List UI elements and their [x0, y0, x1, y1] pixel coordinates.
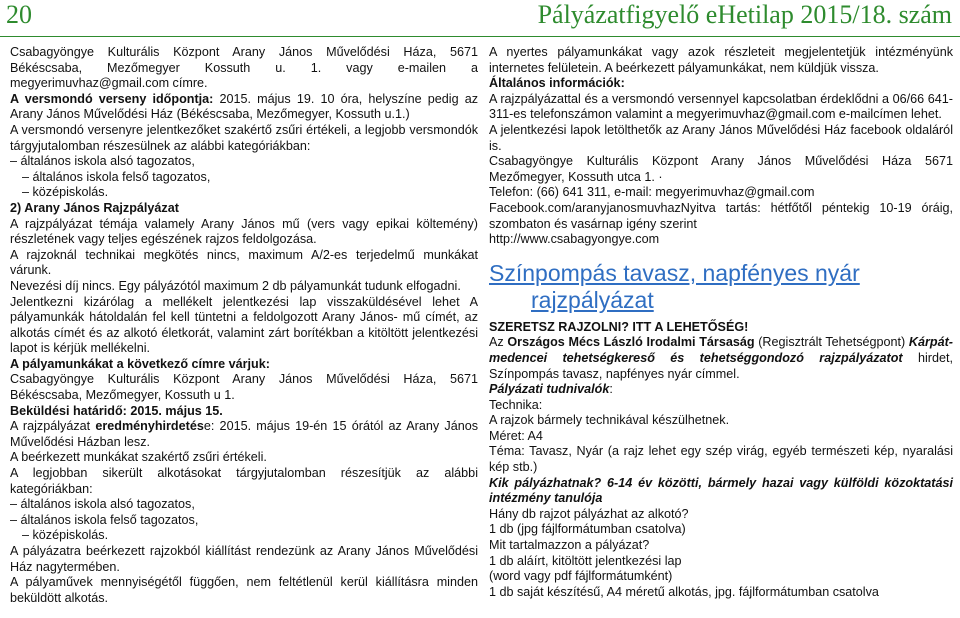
list-item: – általános iskola alsó tagozatos,: [10, 154, 195, 169]
page-header: [0, 0, 960, 37]
publication-title: Pályázatfigyelő eHetilap 2015/18. szám: [537, 0, 952, 29]
text-bold-italic: Kárpát-medencei tehetségkereső és tehetséggondozó rajzpályázatot: [489, 335, 953, 365]
paragraph: A beérkezett munkákat szakértő zsűri értékeli.: [10, 450, 267, 465]
list-item: – általános iskola felső tagozatos,: [22, 169, 211, 184]
paragraph: [10, 419, 478, 450]
how-many-value: 1 db (jpg fájlformátumban csatolva): [489, 522, 686, 537]
eligibility: Kik pályázhatnak? 6-14 év közötti, bármely hazai vagy külföldi közoktatási intézmény tanulója: [489, 475, 953, 506]
paragraph: [489, 335, 953, 382]
slogan: SZERETSZ RAJZOLNI? ITT A LEHETŐSÉG!: [489, 319, 749, 334]
info-heading: Általános információk:: [489, 76, 625, 91]
page-number: 20: [6, 0, 32, 29]
paragraph: A jelentkezési lapok letölthetők az Arany János Művelődési Ház facebook oldaláról is.: [489, 122, 953, 153]
title-line-2: rajzpályázat: [531, 286, 654, 313]
what-send: Mit tartalmazzon a pályázat?: [489, 538, 650, 553]
send-item: 1 db saját készítésű, A4 méretű alkotás, jpg. fájlformátumban csatolva: [489, 584, 879, 599]
details-label: [489, 382, 953, 398]
send-item: 1 db aláírt, kitöltött jelentkezési lap: [489, 553, 682, 568]
paragraph: [10, 92, 478, 123]
label: A versmondó verseny időpontja:: [10, 91, 214, 106]
paragraph: A nyertes pályamunkákat vagy azok részleteit megjelentetjük intézményünk internetes felületein. A beérkezett pályamunkákat, nem küldjük vissza.: [489, 45, 953, 75]
paragraph: A rajzpályázattal és a versmondó versennyel kapcsolatban érdeklődni a 06/66 641-311-es telefonszámon valamint a megyerimuvhaz@gmail.com e-mailcímen lehet.: [489, 91, 953, 122]
paragraph: A rajzpályázat témája valamely Arany János mű (vers vagy epikai költemény) részletének vagy teljes egészének rajzos feldolgozása.: [10, 216, 478, 247]
right-column: [489, 45, 953, 600]
left-column: [10, 45, 478, 606]
list-item: – középiskolás.: [22, 528, 109, 543]
title-line-1: Színpompás tavasz, napfényes nyár: [489, 259, 860, 286]
how-many: Hány db rajzot pályázhat az alkotó?: [489, 506, 689, 521]
size: Méret: A4: [489, 428, 543, 443]
paragraph: Csabagyöngye Kulturális Központ Arany János Művelődési Háza, 5671 Békéscsaba, Mezőmegyer Kossuth u. 1. vagy e-mailen a megyerimuvhaz@gmail.com címre.: [10, 45, 478, 91]
text: (Regisztrált Tehetségpont): [754, 335, 909, 350]
address: Csabagyöngye Kulturális Központ Arany János Művelődési Háza, 5671 Békéscsaba, Mezőmegyer, Kossuth u 1.: [10, 372, 478, 403]
paragraph: A rajzoknál technikai megkötés nincs, maximum A/2-es terjedelmű munkákat várunk.: [10, 247, 478, 278]
article-title: [489, 260, 953, 314]
theme: Téma: Tavasz, Nyár (a rajz lehet egy szép virág, egyéb természeti kép, nyaralási kép stb.): [489, 444, 953, 475]
list-item: – általános iskola felső tagozatos,: [10, 512, 199, 527]
paragraph: Jelentkezni kizárólag a mellékelt jelentkezési lap visszaküldésével lehet A pályamunkák hátoldalán fel kell tüntetni a feldolgozott Arany János- mű címét, az alkotás címét és az alkotó életkorát, valamint zárt borítékban a kitöltött jelentkezési lapot is kérjük mellékelni.: [10, 294, 478, 356]
website-link[interactable]: http://www.csabagyongye.com: [489, 232, 660, 247]
text: hirdet, Színpompás tavasz, napfényes nyár címmel.: [489, 350, 953, 381]
text: e: 2015. május 19-én 15 órától az Arany János Művelődési Házban lesz.: [10, 419, 479, 449]
paragraph: Telefon: (66) 641 311, e-mail: megyerimuvhaz@gmail.com: [489, 185, 815, 200]
paragraph: Nevezési díj nincs. Egy pályázótól maximum 2 db pályamunkát tudunk elfogadni.: [10, 278, 461, 293]
details-label-text: Pályázati tudnivalók: [489, 382, 610, 397]
paragraph: A pályázatra beérkezett rajzokból kiállítást rendezünk az Arany János Művelődési Ház nagytermében.: [10, 544, 478, 574]
paragraph: A pályaművek mennyiségétől függően, nem feltétlenül kerül kiállításra minden beküldött alkotás.: [10, 575, 478, 605]
send-item: (word vagy pdf fájlformátumként): [489, 569, 673, 584]
paragraph: Facebook.com/aranyjanosmuvhazNyitva tartás: hétfőtől péntekig 10-19 óráig, szombaton és vasárnap igény szerint: [489, 200, 953, 231]
list-item: – általános iskola alsó tagozatos,: [10, 497, 195, 512]
section-heading: 2) Arany János Rajzpályázat: [10, 200, 179, 215]
tech-label: Technika:: [489, 397, 543, 412]
paragraph: A versmondó versenyre jelentkezőket szakértő zsűri értékeli, a legjobb versmondók tárgyjutalomban részesülnek az alábbi kategóriákban:: [10, 122, 478, 153]
text: Az: [489, 335, 508, 350]
org-name: Országos Mécs László Irodalmi Társaság: [507, 335, 755, 350]
tech-value: A rajzok bármely technikával készülhetnek.: [489, 413, 730, 428]
list-item: – középiskolás.: [22, 185, 109, 200]
text-bold: eredményhirdetés: [95, 419, 204, 434]
text: 2015. május 19. 10 óra, helyszíne pedig az Arany János Művelődési Ház (Békéscsaba, Mezőmegyer, Kossuth u.1.): [10, 91, 478, 122]
colon: :: [609, 382, 613, 397]
paragraph: A legjobban sikerült alkotásokat tárgyjutalomban részesítjük az alábbi kategóriákban:: [10, 466, 478, 496]
deadline: Beküldési határidő: 2015. május 15.: [10, 403, 223, 418]
paragraph: Csabagyöngye Kulturális Központ Arany János Művelődési Háza 5671 Mezőmegyer, Kossuth utca 1. ·: [489, 154, 953, 184]
text: A rajzpályázat: [10, 419, 96, 434]
send-label: A pályamunkákat a következő címre várjuk:: [10, 356, 270, 371]
